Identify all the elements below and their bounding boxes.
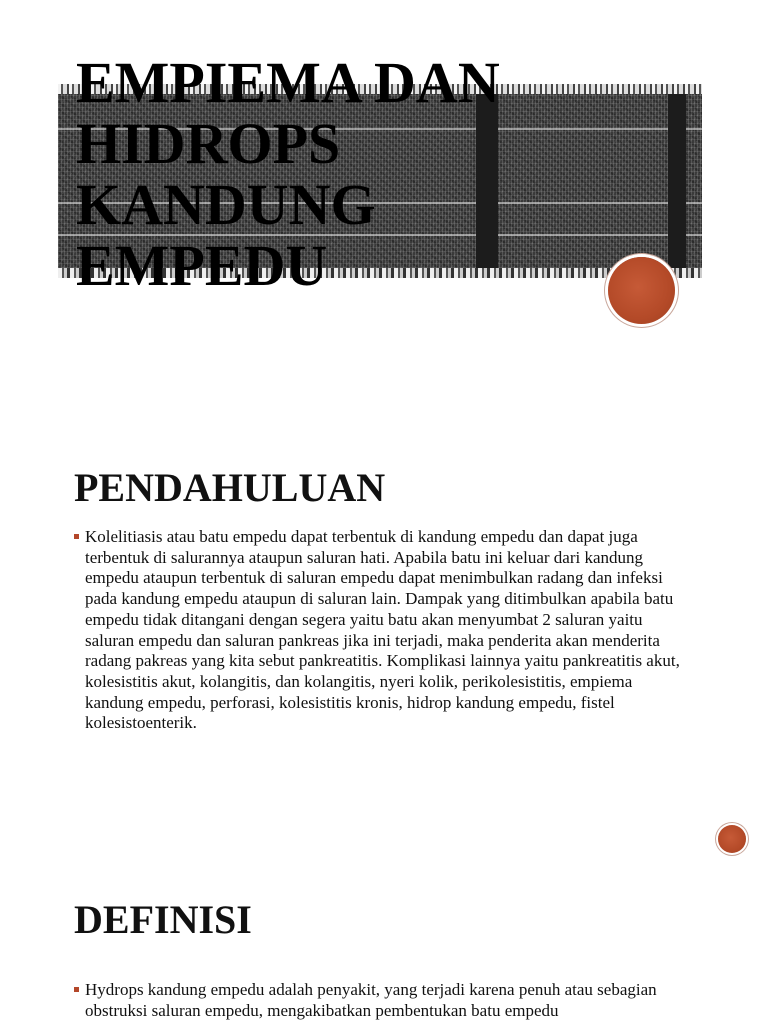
bullet-text: Kolelitiasis atau batu empedu dapat terbentuk di kandung empedu dan dapat juga terbentuk di salurannya ataupun saluran hati. Apabila batu ini keluar dari kandung empedu ataupun terbentuk di saluran empedu dapat menimbulkan radang dan infeksi pada kandung empedu ataupun di saluran lain. Dampak yang ditimbulkan apabila batu empedu tidak ditangani dengan segera yaitu batu akan menyumbat 2 saluran yaitu saluran empedu dan saluran pankreas jika ini terjadi, maka penderita akan menderita radang pakreas yang kita sebut pankreatitis. Komplikasi lainnya yaitu pankreatitis akut, kolesistitis akut, kolangitis, dan kolangitis, nyeri kolik, perikolesistitis, empiema kandung empedu, perforasi, kolesistitis kronis, hidrop kandung empedu, fistel kolesistoenterik. — [85, 527, 680, 733]
slide-title: EMPIEMA DAN HIDROPS KANDUNG EMPEDU — [76, 50, 500, 298]
section-heading-pendahuluan: PENDAHULUAN — [74, 465, 386, 510]
bullet-square-icon — [74, 987, 79, 992]
title-slide — [0, 0, 768, 410]
bullet-list — [74, 980, 694, 1021]
bullet-item — [74, 980, 694, 1021]
decorative-circle — [608, 257, 675, 324]
bullet-item — [74, 527, 694, 734]
bullet-text: Hydrops kandung empedu adalah penyakit, yang terjadi karena penuh atau sebagian obstruksi saluran empedu, mengakibatkan pembentukan batu empedu — [85, 980, 657, 1020]
bullet-square-icon — [74, 534, 79, 539]
bullet-list — [74, 527, 694, 734]
decorative-circle-small — [718, 825, 746, 853]
section-heading-definisi: DEFINISI — [74, 897, 252, 942]
